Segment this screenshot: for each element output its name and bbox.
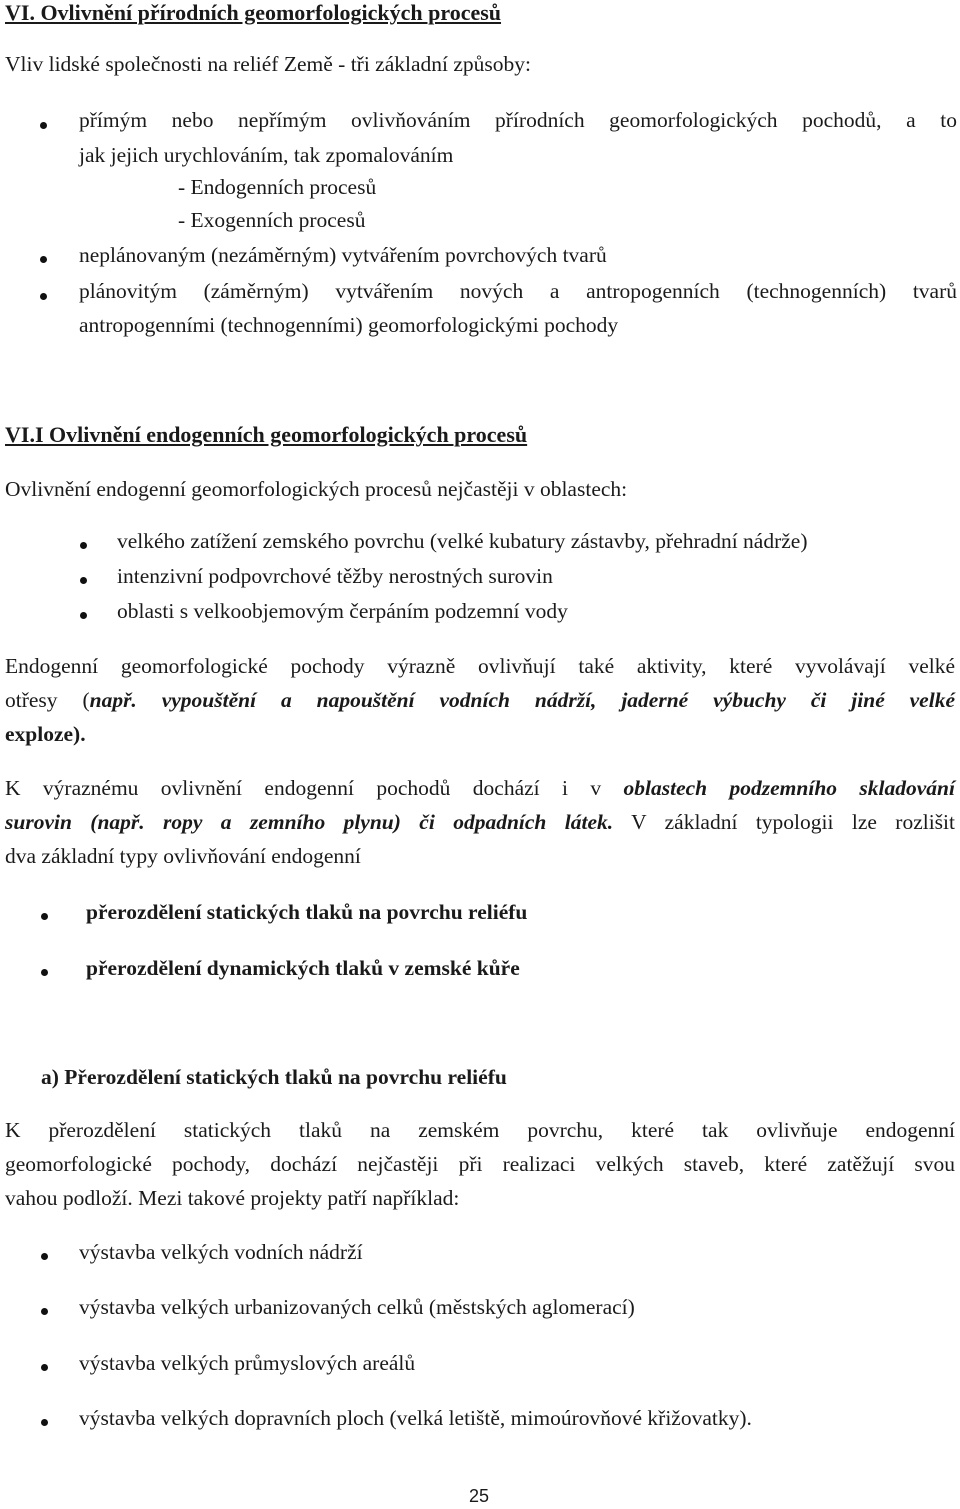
paragraph-text: K výraznému ovlivnění endogenní pochodů dochází i v bbox=[5, 776, 624, 800]
list-item: přerozdělení statických tlaků na povrchu reliéfu bbox=[86, 900, 528, 924]
paragraph-emphasis: oblastech podzemního skladování bbox=[623, 776, 955, 800]
bullet-icon bbox=[41, 1419, 48, 1426]
list-item-continuation: jak jejich urychlováním, tak zpomalováním bbox=[79, 143, 454, 167]
list-item: intenzivní podpovrchové těžby nerostných surovin bbox=[117, 564, 553, 588]
list-item-continuation: antropogenními (technogenními) geomorfologickými pochody bbox=[79, 313, 619, 337]
paragraph-emphasis: např. vypouštění a napouštění vodních nádrží, jaderné výbuchy či jiné velké bbox=[89, 688, 955, 712]
bullet-icon bbox=[41, 1364, 48, 1371]
bullet-icon bbox=[41, 969, 48, 976]
section-heading: VI. Ovlivnění přírodních geomorfologických procesů bbox=[5, 0, 502, 25]
paragraph-line: geomorfologické pochody, dochází nejčastěji při realizaci velkých staveb, které zatěžují svou bbox=[5, 1152, 955, 1176]
bullet-icon bbox=[80, 542, 87, 549]
list-item: výstavba velkých průmyslových areálů bbox=[79, 1351, 416, 1375]
list-item: neplánovaným (nezáměrným) vytvářením povrchových tvarů bbox=[79, 243, 607, 267]
paragraph-text: V základní typologii lze rozlišit bbox=[613, 810, 955, 834]
section-heading: VI.I Ovlivnění endogenních geomorfologických procesů bbox=[5, 422, 528, 447]
paragraph-line: vahou podloží. Mezi takové projekty patří například: bbox=[5, 1186, 460, 1210]
paragraph-emphasis: exploze). bbox=[5, 722, 86, 746]
bullet-icon bbox=[80, 577, 87, 584]
page-number: 25 bbox=[469, 1486, 490, 1506]
section-intro: Vliv lidské společnosti na reliéf Země - tři základní způsoby: bbox=[5, 52, 532, 76]
sub-list-item: - Endogenních procesů bbox=[178, 175, 377, 199]
list-item: oblasti s velkoobjemovým čerpáním podzemní vody bbox=[117, 599, 568, 623]
paragraph-line: dva základní typy ovlivňování endogenní bbox=[5, 844, 361, 868]
list-item: výstavba velkých dopravních ploch (velká letiště, mimoúrovňové křižovatky). bbox=[79, 1406, 752, 1430]
bullet-icon bbox=[40, 256, 47, 263]
bullet-icon bbox=[80, 612, 87, 619]
subsection-heading: a) Přerozdělení statických tlaků na povrchu reliéfu bbox=[41, 1065, 507, 1089]
section-intro: Ovlivnění endogenní geomorfologických procesů nejčastěji v oblastech: bbox=[5, 477, 628, 501]
bullet-icon bbox=[41, 913, 48, 920]
paragraph-emphasis: surovin (např. ropy a zemního plynu) či odpadních látek. bbox=[5, 810, 614, 834]
paragraph-line bbox=[5, 810, 955, 835]
paragraph-line: K přerozdělení statických tlaků na zemském povrchu, které tak ovlivňuje endogenní bbox=[5, 1118, 955, 1142]
bullet-icon bbox=[40, 293, 47, 300]
paragraph-line bbox=[5, 776, 955, 801]
paragraph-line bbox=[5, 688, 955, 713]
list-item: přerozdělení dynamických tlaků v zemské kůře bbox=[86, 956, 520, 980]
bullet-icon bbox=[41, 1253, 48, 1260]
list-item: výstavba velkých urbanizovaných celků (městských aglomerací) bbox=[79, 1295, 635, 1319]
list-item: přímým nebo nepřímým ovlivňováním přírodních geomorfologických pochodů, a to bbox=[79, 108, 957, 132]
paragraph-line: Endogenní geomorfologické pochody výrazně ovlivňují také aktivity, které vyvolávají velké bbox=[5, 654, 955, 678]
bullet-icon bbox=[40, 122, 47, 129]
list-item: velkého zatížení zemského povrchu (velké kubatury zástavby, přehradní nádrže) bbox=[117, 529, 808, 553]
list-item: výstavba velkých vodních nádrží bbox=[79, 1240, 363, 1264]
list-item: plánovitým (záměrným) vytvářením nových a antropogenních (technogenních) tvarů bbox=[79, 279, 957, 303]
bullet-icon bbox=[41, 1308, 48, 1315]
sub-list-item: - Exogenních procesů bbox=[178, 208, 366, 232]
paragraph-text: otřesy ( bbox=[5, 688, 90, 712]
